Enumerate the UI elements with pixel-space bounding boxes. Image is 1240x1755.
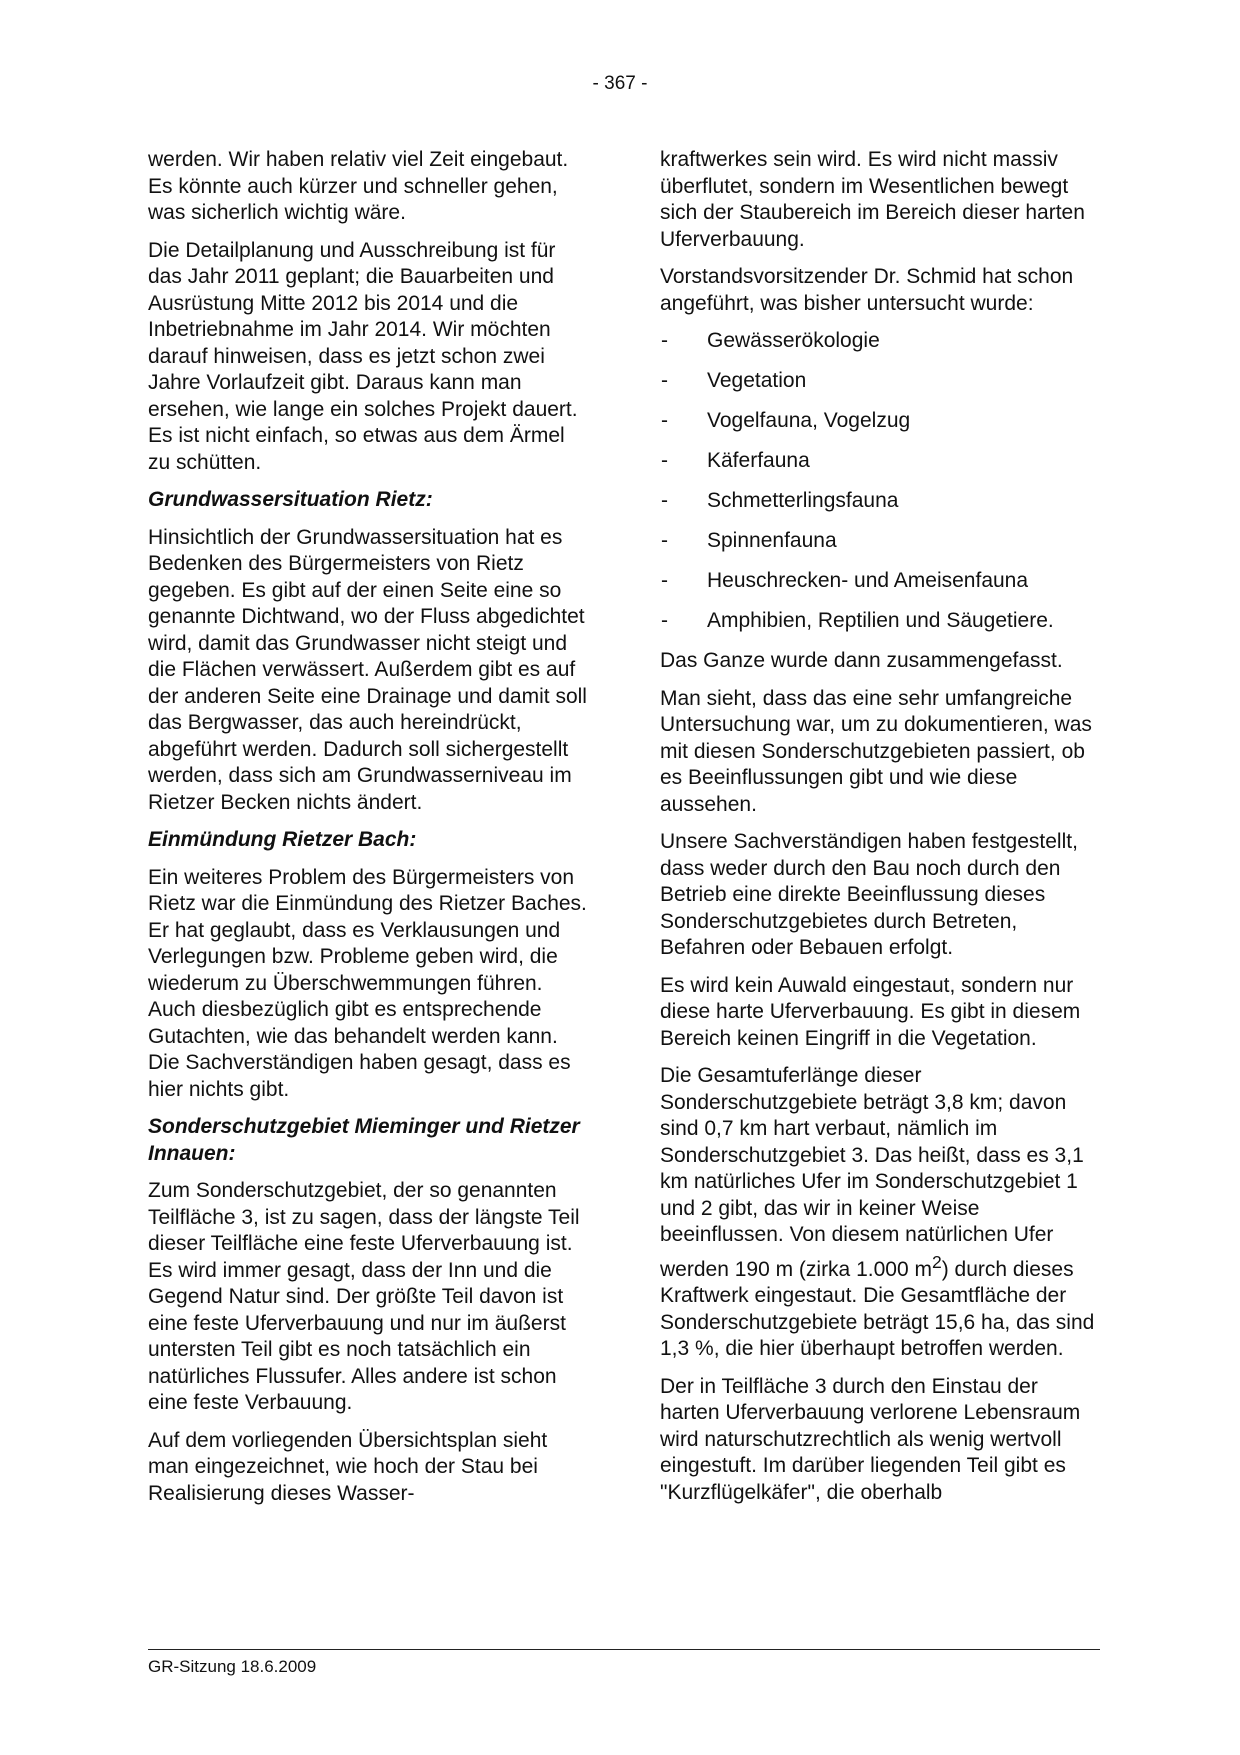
list-item: - Gewässerökologie [660,328,1100,355]
list-item: - Amphibien, Reptilien und Säugetiere. [660,608,1100,635]
list-dash: - [661,329,668,352]
paragraph: Unsere Sachverständigen haben festgestellt, dass weder durch den Bau noch durch den Betrieb eine direkte Beeinflussung dieses Sonderschutzgebietes durch Betreten, Befahren oder Bebauen erfolgt. [660,830,1078,959]
list-item: - Schmetterlingsfauna [660,488,1100,515]
list-dash: - [661,489,668,512]
list-dash: - [661,569,668,592]
paragraph: Hinsichtlich der Grundwassersituation hat es Bedenken des Bürgermeisters von Rietz gegeben. Es gibt auf der einen Seite eine so genannte Dichtwand, wo der Fluss abgedichtet wird, damit das Grundwasser nicht steigt und die Flächen verwässert. Außerdem gibt es auf der anderen Seite eine Drainage und damit soll das Bergwasser, das auch hereindrückt, abgeführt werden. Dadurch soll sichergestellt werden, dass sich am Grundwasserniveau im Rietzer Becken nichts ändert. [148,525,587,814]
paragraph: Das Ganze wurde dann zusammengefasst. [660,649,1063,672]
list-dash: - [661,609,668,632]
paragraph: Es wird kein Auwald eingestaut, sondern nur diese harte Uferverbauung. Es gibt in diesem Bereich keinen Eingriff in die Vegetation. [660,973,1081,1050]
list-item: - Vegetation [660,368,1100,395]
right-column [660,147,1100,1517]
list-dash: - [661,409,668,432]
section-heading: Einmündung Rietzer Bach: [148,828,417,851]
list-item: - Spinnenfauna [660,528,1100,555]
paragraph: Auf dem vorliegenden Übersichtsplan sieht man eingezeichnet, wie hoch der Stau bei Realisierung dieses Wasser- [148,1428,548,1505]
list-dash: - [661,369,668,392]
investigation-list [660,328,1100,635]
list-item: - Heuschrecken- und Ameisenfauna [660,568,1100,595]
paragraph: Man sieht, dass das eine sehr umfangreiche Untersuchung war, um zu dokumentieren, was mit diesen Sonderschutzgebieten passiert, ob es Beeinflussungen gibt und wie diese aussehen. [660,686,1092,816]
footer-divider [148,1649,1100,1650]
paragraph: Zum Sonderschutzgebiet, der so genannten Teilfläche 3, ist zu sagen, dass der längste Teil dieser Teilfläche eine feste Uferverbauung ist. Es wird immer gesagt, dass der Inn und die Gegend Natur sind. Der größte Teil davon ist eine feste Uferverbauung und nur im äußerst untersten Teil gibt es noch tatsächlich ein natürliches Flussufer. Alles andere ist schon eine feste Verbauung. [148,1179,580,1414]
list-item: - Vogelfauna, Vogelzug [660,408,1100,435]
paragraph: Der in Teilfläche 3 durch den Einstau der harten Uferverbauung verlorene Lebensraum wird naturschutzrechtlich als wenig wertvoll eingestuft. Im darüber liegenden Teil gibt es "Kurzflügelkäfer", die oberhalb [660,1374,1081,1504]
list-dash: - [661,449,668,472]
paragraph: Vorstandsvorsitzender Dr. Schmid hat schon angeführt, was bisher untersucht wurde: [660,265,1074,315]
paragraph: werden. Wir haben relativ viel Zeit eingebaut. Es könnte auch kürzer und schneller gehen, was sicherlich wichtig wäre. [148,148,569,224]
paragraph: Die Gesamtuferlänge dieser Sonderschutzgebiete beträgt 3,8 km; davon sind 0,7 km hart verbaut, nämlich im Sonderschutzgebiet 3. Das heißt, dass es 3,1 km natürliches Ufer im Sonderschutzgebiet 1 und 2 gibt, das wir in keiner Weise beeinflussen. Von diesem natürlichen Ufer werden 190 m (zirka 1.000 $m^2$) durch dieses Kraftwerk eingestaut. Die Gesamtfläche der Sonderschutzgebiete beträgt 15,6 ha, das sind 1,3 %, die hier überhaupt betroffen werden. [660,1064,1095,1360]
paragraph: kraftwerkes sein wird. Es wird nicht massiv überflutet, sondern im Wesentlichen bewegt sich der Staubereich im Bereich dieser harten Uferverbauung. [660,148,1085,251]
page-number: - 367 - [592,73,648,94]
section-heading: Grundwassersituation Rietz: [148,488,433,511]
list-dash: - [661,529,668,552]
footer-text: GR-Sitzung 18.6.2009 [148,1657,317,1676]
superscript: 2 [931,1251,942,1272]
paragraph: Die Detailplanung und Ausschreibung ist für das Jahr 2011 geplant; die Bauarbeiten und Ausrüstung Mitte 2012 bis 2014 und die Inbetriebnahme im Jahr 2014. Wir möchten darauf hinweisen, dass es jetzt schon zwei Jahre Vorlaufzeit gibt. Daraus kann man ersehen, wie lange ein solches Projekt dauert. Es ist nicht einfach, so etwas aus dem Ärmel zu schütten. [148,238,578,474]
left-column [148,147,588,1518]
paragraph: Ein weiteres Problem des Bürgermeisters von Rietz war die Einmündung des Rietzer Baches. Er hat geglaubt, dass es Verklausungen und Verlegungen bzw. Probleme geben wird, die wiederum zu Überschwemmungen führen. Auch diesbezüglich gibt es entsprechende Gutachten, wie das behandelt werden kann. Die Sachverständigen haben gesagt, dass es hier nichts gibt. [148,865,587,1101]
list-item: - Käferfauna [660,448,1100,475]
section-heading: Sonderschutzgebiet Mieminger und Rietzer Innauen: [148,1115,580,1165]
